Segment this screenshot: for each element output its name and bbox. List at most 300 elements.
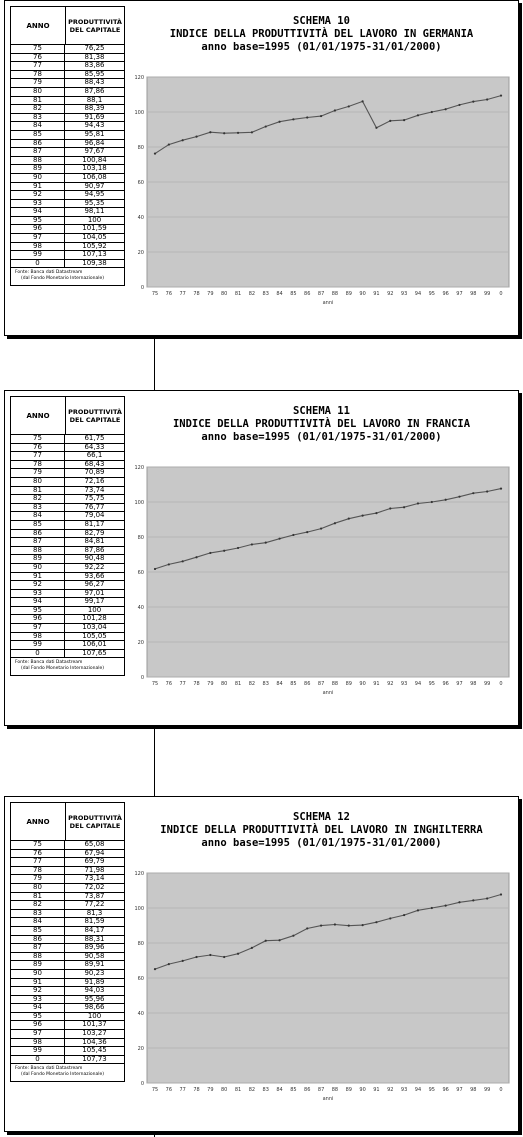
year-cell: 93 [11, 590, 65, 598]
year-cell: 94 [11, 208, 65, 216]
year-cell: 90 [11, 970, 65, 978]
x-tick-label: 79 [207, 681, 214, 687]
table-row [11, 910, 124, 919]
year-cell: 83 [11, 910, 65, 918]
x-tick-label: 99 [483, 681, 491, 687]
chart-subtitle: anno base=1995 (01/01/1975-31/01/2000) [201, 837, 442, 849]
value-cell: 91,89 [84, 977, 105, 986]
year-cell: 84 [11, 512, 65, 520]
x-tick-label: 81 [234, 681, 242, 687]
year-cell: 95 [11, 1013, 65, 1021]
y-tick-label: 20 [137, 250, 144, 256]
value-cell: 107,13 [82, 250, 107, 259]
year-cell: 90 [11, 174, 65, 182]
table-row [11, 79, 124, 88]
table-row [11, 512, 124, 521]
year-cell: 77 [11, 858, 65, 866]
year-cell: 0 [11, 1056, 65, 1064]
table-header [11, 7, 124, 45]
source-line: (dal Fondo Monetario Internazionale) [21, 1072, 105, 1078]
value-cell: 101,28 [82, 614, 107, 623]
table-row [11, 461, 124, 470]
x-tick-label: 89 [345, 1087, 352, 1093]
value-cell: 90,48 [84, 554, 105, 563]
table-row [11, 573, 124, 582]
data-point [265, 125, 267, 127]
table-row [11, 538, 124, 547]
value-cell: 64,33 [84, 442, 105, 451]
value-cell: 96,27 [84, 580, 105, 589]
year-cell: 87 [11, 538, 65, 546]
data-point [154, 568, 156, 570]
x-tick-label: 0 [499, 291, 503, 297]
year-cell: 81 [11, 487, 65, 495]
table-row [11, 936, 124, 945]
value-cell: 85,95 [84, 69, 105, 78]
year-cell: 81 [11, 893, 65, 901]
data-point [500, 94, 502, 96]
x-tick-label: 92 [387, 1087, 394, 1093]
data-point [472, 899, 474, 901]
table-row [11, 850, 124, 859]
x-tick-label: 91 [373, 1087, 380, 1093]
x-tick-label: 88 [331, 681, 339, 687]
x-tick-label: 94 [414, 291, 422, 297]
year-cell: 88 [11, 953, 65, 961]
table-row [11, 893, 124, 902]
table-row [11, 918, 124, 927]
data-point [209, 954, 211, 956]
table-row [11, 598, 124, 607]
table-row [11, 200, 124, 209]
data-point [251, 543, 253, 545]
data-point [223, 550, 225, 552]
data-table [10, 396, 125, 676]
data-point [278, 121, 280, 123]
x-axis-label: anni [322, 300, 334, 306]
year-cell: 86 [11, 530, 65, 538]
table-row [11, 979, 124, 988]
data-point [292, 935, 294, 937]
table-row [11, 208, 124, 217]
y-tick-label: 80 [137, 145, 144, 151]
data-point [306, 116, 308, 118]
value-cell: 109,38 [82, 258, 107, 267]
value-cell: 69,79 [84, 857, 105, 866]
value-cell: 68,43 [84, 459, 105, 468]
data-point [362, 924, 364, 926]
year-cell: 75 [11, 45, 65, 53]
data-table [10, 802, 125, 1082]
y-tick-label: 0 [140, 285, 144, 291]
table-row [11, 157, 124, 166]
data-point [292, 118, 294, 120]
data-point [445, 905, 447, 907]
x-tick-label: 75 [151, 681, 159, 687]
value-cell: 73,14 [84, 874, 105, 883]
data-point [168, 563, 170, 565]
data-point [348, 518, 350, 520]
value-cell: 76,25 [84, 44, 105, 52]
table-row [11, 183, 124, 192]
x-tick-label: 91 [373, 681, 380, 687]
value-cell: 77,22 [84, 900, 105, 909]
data-point [209, 131, 211, 133]
table-row [11, 987, 124, 996]
value-cell: 100,84 [82, 155, 107, 164]
source-note [11, 268, 124, 285]
value-cell: 73,74 [84, 485, 105, 494]
column-header-line2: DEL CAPITALE [69, 821, 121, 830]
table-row [11, 452, 124, 461]
value-cell: 91,69 [84, 112, 105, 121]
table-row [11, 555, 124, 564]
x-tick-label: 93 [400, 1087, 408, 1093]
x-tick-label: 88 [331, 1087, 339, 1093]
table-row [11, 547, 124, 556]
table-row [11, 45, 124, 54]
year-cell: 85 [11, 521, 65, 529]
data-point [458, 496, 460, 498]
data-point [334, 109, 336, 111]
year-cell: 85 [11, 927, 65, 935]
table-row [11, 901, 124, 910]
y-tick-label: 20 [137, 1046, 144, 1052]
data-point [195, 956, 197, 958]
value-cell: 94,03 [84, 986, 105, 995]
table-row [11, 122, 124, 131]
table-row [11, 867, 124, 876]
value-cell: 106,01 [82, 640, 107, 649]
x-tick-label: 84 [276, 291, 283, 297]
data-point [431, 111, 433, 113]
table-row [11, 495, 124, 504]
year-cell: 76 [11, 850, 65, 858]
value-cell: 101,59 [82, 224, 107, 233]
x-tick-label: 91 [373, 291, 380, 297]
year-cell: 0 [11, 650, 65, 658]
table-row [11, 1004, 124, 1013]
data-point [403, 506, 405, 508]
year-cell: 96 [11, 1021, 65, 1029]
table-row [11, 927, 124, 936]
value-cell: 104,05 [82, 233, 107, 242]
table-row [11, 530, 124, 539]
table-row [11, 1013, 124, 1022]
value-cell: 88,1 [86, 95, 103, 104]
data-point [320, 115, 322, 117]
chart-title: INDICE DELLA PRODUTTIVITÀ DEL LAVORO IN FRANCIA [172, 418, 471, 430]
data-point [320, 527, 322, 529]
table-header [11, 397, 124, 435]
value-cell: 92,22 [84, 562, 105, 571]
column-header-line2: DEL CAPITALE [69, 25, 121, 34]
year-cell: 89 [11, 555, 65, 563]
value-cell: 104,36 [82, 1037, 107, 1046]
x-tick-label: 81 [234, 1087, 242, 1093]
year-cell: 99 [11, 1047, 65, 1055]
data-point [417, 502, 419, 504]
schema-number: SCHEMA 11 [293, 405, 350, 417]
value-cell: 89,91 [84, 960, 105, 969]
data-point [265, 940, 267, 942]
data-point [486, 490, 488, 492]
x-tick-label: 83 [262, 1087, 269, 1093]
column-header-line1: PRODUTTIVITÀ [68, 17, 122, 26]
x-tick-label: 82 [248, 1087, 256, 1093]
value-cell: 90,97 [84, 181, 105, 190]
year-cell: 86 [11, 936, 65, 944]
y-tick-label: 80 [137, 535, 144, 541]
x-tick-label: 92 [387, 681, 394, 687]
column-header-produttivita [66, 397, 124, 434]
data-point [458, 901, 460, 903]
table-row [11, 140, 124, 149]
value-cell: 71,98 [84, 865, 105, 874]
table-row [11, 148, 124, 157]
y-tick-label: 80 [137, 941, 144, 947]
value-cell: 98,66 [84, 1003, 105, 1012]
value-cell: 72,16 [84, 476, 105, 485]
x-tick-label: 99 [483, 291, 491, 297]
year-cell: 77 [11, 62, 65, 70]
y-tick-label: 40 [137, 1011, 144, 1017]
x-tick-label: 96 [442, 681, 449, 687]
year-cell: 75 [11, 841, 65, 849]
x-tick-label: 78 [193, 1087, 200, 1093]
value-cell: 101,37 [82, 1020, 107, 1029]
year-cell: 82 [11, 495, 65, 503]
table-row [11, 62, 124, 71]
table-row [11, 1030, 124, 1039]
year-cell: 81 [11, 97, 65, 105]
value-cell: 88,31 [84, 934, 105, 943]
x-tick-label: 85 [290, 291, 297, 297]
value-cell: 105,05 [82, 631, 107, 640]
data-point [251, 131, 253, 133]
source-line: (dal Fondo Monetario Internazionale) [21, 276, 105, 282]
year-cell: 80 [11, 478, 65, 486]
year-cell: 87 [11, 944, 65, 952]
schema-number: SCHEMA 10 [293, 15, 350, 27]
line-chart [129, 71, 514, 316]
column-header-produttivita [66, 7, 124, 44]
column-header-anno: ANNO [11, 397, 66, 434]
year-cell: 79 [11, 469, 65, 477]
data-point [237, 953, 239, 955]
value-cell: 106,08 [82, 172, 107, 181]
x-tick-label: 87 [317, 681, 325, 687]
value-cell: 65,08 [84, 840, 105, 848]
x-tick-label: 85 [290, 1087, 297, 1093]
data-point [195, 556, 197, 558]
table-row [11, 97, 124, 106]
year-cell: 0 [11, 260, 65, 268]
value-cell: 81,3 [86, 908, 103, 917]
table-row [11, 54, 124, 63]
value-cell: 76,77 [84, 502, 105, 511]
source-note [11, 658, 124, 675]
data-point [403, 914, 405, 916]
x-tick-label: 82 [248, 291, 256, 297]
data-point [154, 152, 156, 154]
year-cell: 83 [11, 504, 65, 512]
chart-heading [135, 405, 508, 444]
x-tick-label: 79 [207, 1087, 214, 1093]
table-row [11, 251, 124, 260]
data-point [320, 924, 322, 926]
value-cell: 100 [87, 605, 102, 614]
year-cell: 79 [11, 875, 65, 883]
year-cell: 75 [11, 435, 65, 443]
data-point [417, 114, 419, 116]
year-cell: 92 [11, 581, 65, 589]
value-cell: 70,89 [84, 468, 105, 477]
value-cell: 79,04 [84, 511, 105, 520]
data-point [265, 542, 267, 544]
value-cell: 97,01 [84, 588, 105, 597]
data-point [472, 492, 474, 494]
x-tick-label: 98 [470, 291, 477, 297]
data-point [375, 512, 377, 514]
year-cell: 80 [11, 88, 65, 96]
value-cell: 67,94 [84, 848, 105, 857]
data-point [445, 108, 447, 110]
x-tick-label: 94 [414, 681, 422, 687]
value-cell: 75,75 [84, 494, 105, 503]
data-point [375, 921, 377, 923]
table-row [11, 105, 124, 114]
data-point [348, 925, 350, 927]
table-row [11, 590, 124, 599]
value-cell: 87,86 [84, 545, 105, 554]
year-cell: 82 [11, 105, 65, 113]
value-cell: 94,43 [84, 121, 105, 130]
year-cell: 90 [11, 564, 65, 572]
value-cell: 81,38 [84, 52, 105, 61]
value-cell: 94,95 [84, 190, 105, 199]
data-point [334, 923, 336, 925]
table-row [11, 469, 124, 478]
data-point [458, 104, 460, 106]
chart-subtitle: anno base=1995 (01/01/1975-31/01/2000) [201, 41, 442, 53]
data-point [278, 538, 280, 540]
table-row [11, 1021, 124, 1030]
x-tick-label: 88 [331, 291, 339, 297]
data-point [237, 547, 239, 549]
x-tick-label: 89 [345, 681, 352, 687]
table-row [11, 650, 124, 659]
value-cell: 72,02 [84, 882, 105, 891]
table-row [11, 961, 124, 970]
year-cell: 89 [11, 961, 65, 969]
table-row [11, 225, 124, 234]
y-tick-label: 120 [134, 871, 144, 877]
data-point [182, 560, 184, 562]
value-cell: 61,75 [84, 434, 105, 442]
table-row [11, 944, 124, 953]
data-point [182, 960, 184, 962]
year-cell: 88 [11, 547, 65, 555]
value-cell: 73,87 [84, 891, 105, 900]
x-tick-label: 87 [317, 1087, 325, 1093]
x-tick-label: 97 [456, 681, 463, 687]
year-cell: 78 [11, 461, 65, 469]
year-cell: 91 [11, 183, 65, 191]
x-tick-label: 75 [151, 291, 159, 297]
year-cell: 96 [11, 615, 65, 623]
table-row [11, 615, 124, 624]
table-row [11, 858, 124, 867]
year-cell: 95 [11, 217, 65, 225]
data-point [334, 522, 336, 524]
source-line: Fonte: Banca dati Datastream [15, 270, 83, 276]
data-point [500, 893, 502, 895]
data-point [292, 534, 294, 536]
x-tick-label: 81 [234, 291, 242, 297]
data-point [223, 956, 225, 958]
value-cell: 81,17 [84, 519, 105, 528]
x-tick-label: 86 [304, 1087, 311, 1093]
year-cell: 77 [11, 452, 65, 460]
x-tick-label: 75 [151, 1087, 159, 1093]
data-point [251, 947, 253, 949]
table-row [11, 114, 124, 123]
data-point [168, 963, 170, 965]
year-cell: 86 [11, 140, 65, 148]
data-point [362, 100, 364, 102]
x-tick-label: 83 [262, 291, 269, 297]
year-cell: 98 [11, 1039, 65, 1047]
data-point [375, 127, 377, 129]
data-point [431, 501, 433, 503]
x-tick-label: 79 [207, 291, 214, 297]
x-tick-label: 84 [276, 681, 283, 687]
year-cell: 91 [11, 979, 65, 987]
year-cell: 97 [11, 624, 65, 632]
x-tick-label: 95 [428, 1087, 435, 1093]
x-tick-label: 0 [499, 681, 503, 687]
table-row [11, 875, 124, 884]
x-tick-label: 90 [359, 681, 366, 687]
year-cell: 76 [11, 54, 65, 62]
data-point [168, 143, 170, 145]
data-point [348, 105, 350, 107]
x-tick-label: 98 [470, 681, 477, 687]
x-axis-label: anni [322, 1096, 334, 1102]
x-tick-label: 78 [193, 291, 200, 297]
value-cell: 83,86 [84, 61, 105, 70]
data-point [223, 132, 225, 134]
y-tick-label: 100 [134, 500, 144, 506]
data-point [486, 897, 488, 899]
table-row [11, 435, 124, 444]
table-row [11, 234, 124, 243]
x-tick-label: 96 [442, 1087, 449, 1093]
data-point [500, 488, 502, 490]
year-cell: 79 [11, 79, 65, 87]
value-cell: 107,73 [82, 1054, 107, 1063]
chart-title: INDICE DELLA PRODUTTIVITÀ DEL LAVORO IN GERMANIA [169, 28, 474, 40]
value-cell: 95,96 [84, 994, 105, 1003]
y-tick-label: 120 [134, 465, 144, 471]
value-cell: 90,23 [84, 968, 105, 977]
column-header-line2: DEL CAPITALE [69, 415, 121, 424]
x-tick-label: 97 [456, 291, 463, 297]
x-tick-label: 86 [304, 681, 311, 687]
data-point [486, 98, 488, 100]
table-row [11, 1056, 124, 1065]
